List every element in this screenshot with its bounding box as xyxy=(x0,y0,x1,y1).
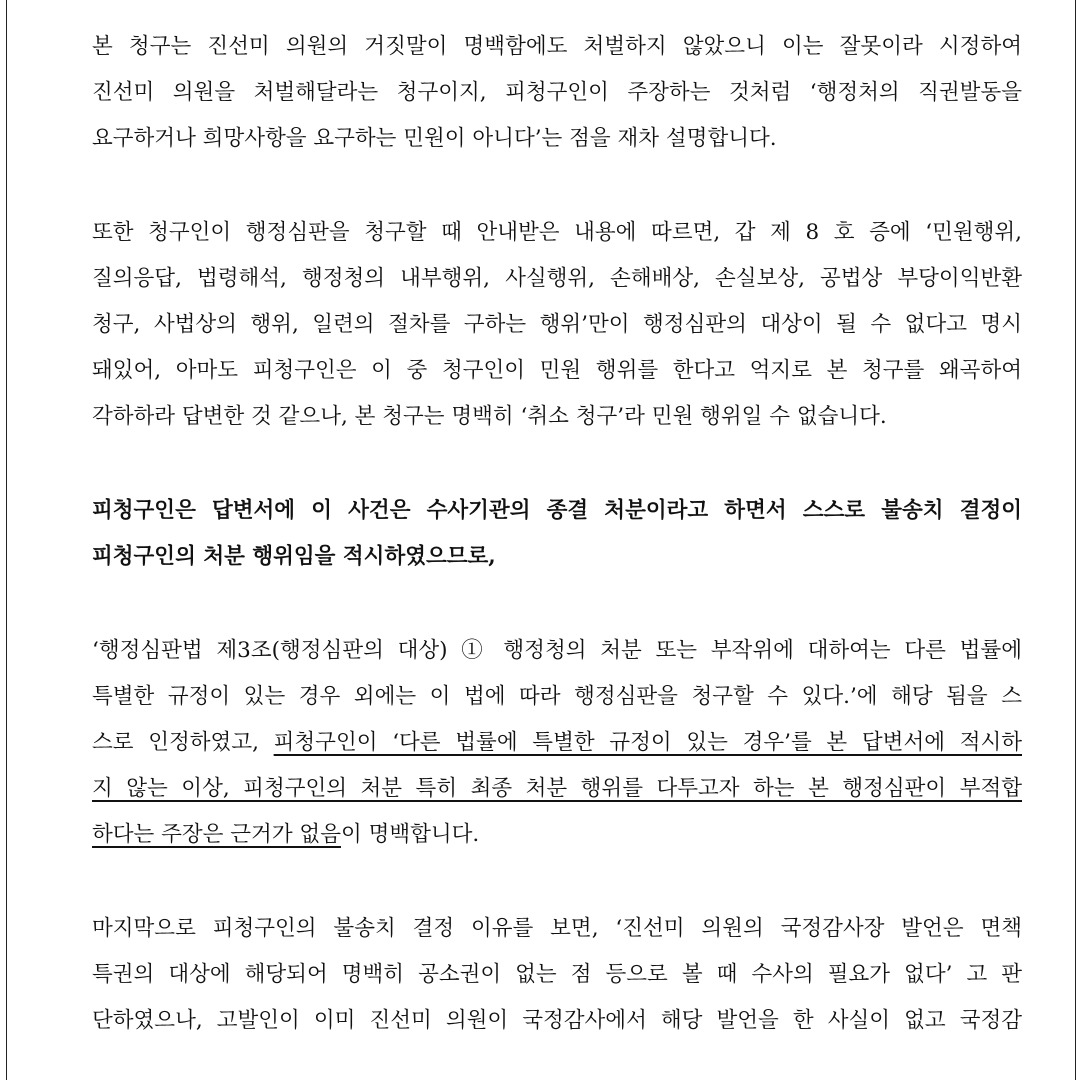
text-line: 피청구인의 처분 행위임을 적시하였으므로, xyxy=(92,544,496,569)
text-segment: 스로 인정하였고, xyxy=(92,730,274,755)
paragraph-2 xyxy=(92,210,1022,440)
text-line: 질의응답, 법령해석, 행정청의 내부행위, 사실행위, 손해배상, 손실보상, 공법상 부당이익반환 xyxy=(92,266,1022,291)
underlined-text: 하다는 주장은 근거가 없음 xyxy=(92,822,341,847)
text-line: 단하였으나, 고발인이 이미 진선미 의원이 국정감사에서 해당 발언을 한 사실이 없고 국정감 xyxy=(92,1008,1022,1033)
paragraph-4 xyxy=(92,628,1022,858)
text-line: 진선미 의원을 처벌해달라는 청구이지, 피청구인이 주장하는 것처럼 ‘행정처의 직권발동을 xyxy=(92,80,1022,105)
text-line: 각하하라 답변한 것 같으나, 본 청구는 명백히 ‘취소 청구’라 민원 행위일 수 없습니다. xyxy=(92,404,887,429)
document-body xyxy=(92,24,1022,1044)
paragraph-3-bold xyxy=(92,488,1022,580)
text-segment: 이 명백합니다. xyxy=(340,822,480,847)
text-line xyxy=(92,720,1022,766)
text-line xyxy=(92,812,1022,858)
underlined-text-line: 지 않는 이상, 피청구인의 처분 특히 최종 처분 행위를 다투고자 하는 본 행정심판이 부적합 xyxy=(92,776,1022,801)
text-line: 특권의 대상에 해당되어 명백히 공소권이 없는 점 등으로 볼 때 수사의 필요가 없다’ 고 판 xyxy=(92,962,1022,987)
text-line: 돼있어, 아마도 피청구인은 이 중 청구인이 민원 행위를 한다고 억지로 본 청구를 왜곡하여 xyxy=(92,358,1022,383)
text-line: 본 청구는 진선미 의원의 거짓말이 명백함에도 처벌하지 않았으니 이는 잘못이라 시정하여 xyxy=(92,34,1022,59)
underlined-text: 피청구인이 ‘다른 법률에 특별한 규정이 있는 경우’를 본 답변서에 적시하 xyxy=(273,730,1022,755)
text-line: 요구하거나 희망사항을 요구하는 민원이 아니다’는 점을 재차 설명합니다. xyxy=(92,126,777,151)
text-line: 청구, 사법상의 행위, 일련의 절차를 구하는 행위’만이 행정심판의 대상이 될 수 없다고 명시 xyxy=(92,312,1022,337)
text-line: 피청구인은 답변서에 이 사건은 수사기관의 종결 처분이라고 하면서 스스로 불송치 결정이 xyxy=(92,498,1022,523)
text-line: 마지막으로 피청구인의 불송치 결정 이유를 보면, ‘진선미 의원의 국정감사장 발언은 면책 xyxy=(92,916,1022,941)
text-line: ‘행정심판법 제3조(행정심판의 대상) ① 행정청의 처분 또는 부작위에 대하여는 다른 법률에 xyxy=(92,638,1022,663)
text-line: 특별한 규정이 있는 경우 외에는 이 법에 따라 행정심판을 청구할 수 있다.’에 해당 됨을 스 xyxy=(92,684,1022,709)
text-line: 또한 청구인이 행정심판을 청구할 때 안내받은 내용에 따르면, 갑 제 8 호 증에 ‘민원행위, xyxy=(92,220,1022,245)
paragraph-1 xyxy=(92,24,1022,162)
paragraph-5 xyxy=(92,906,1022,1044)
